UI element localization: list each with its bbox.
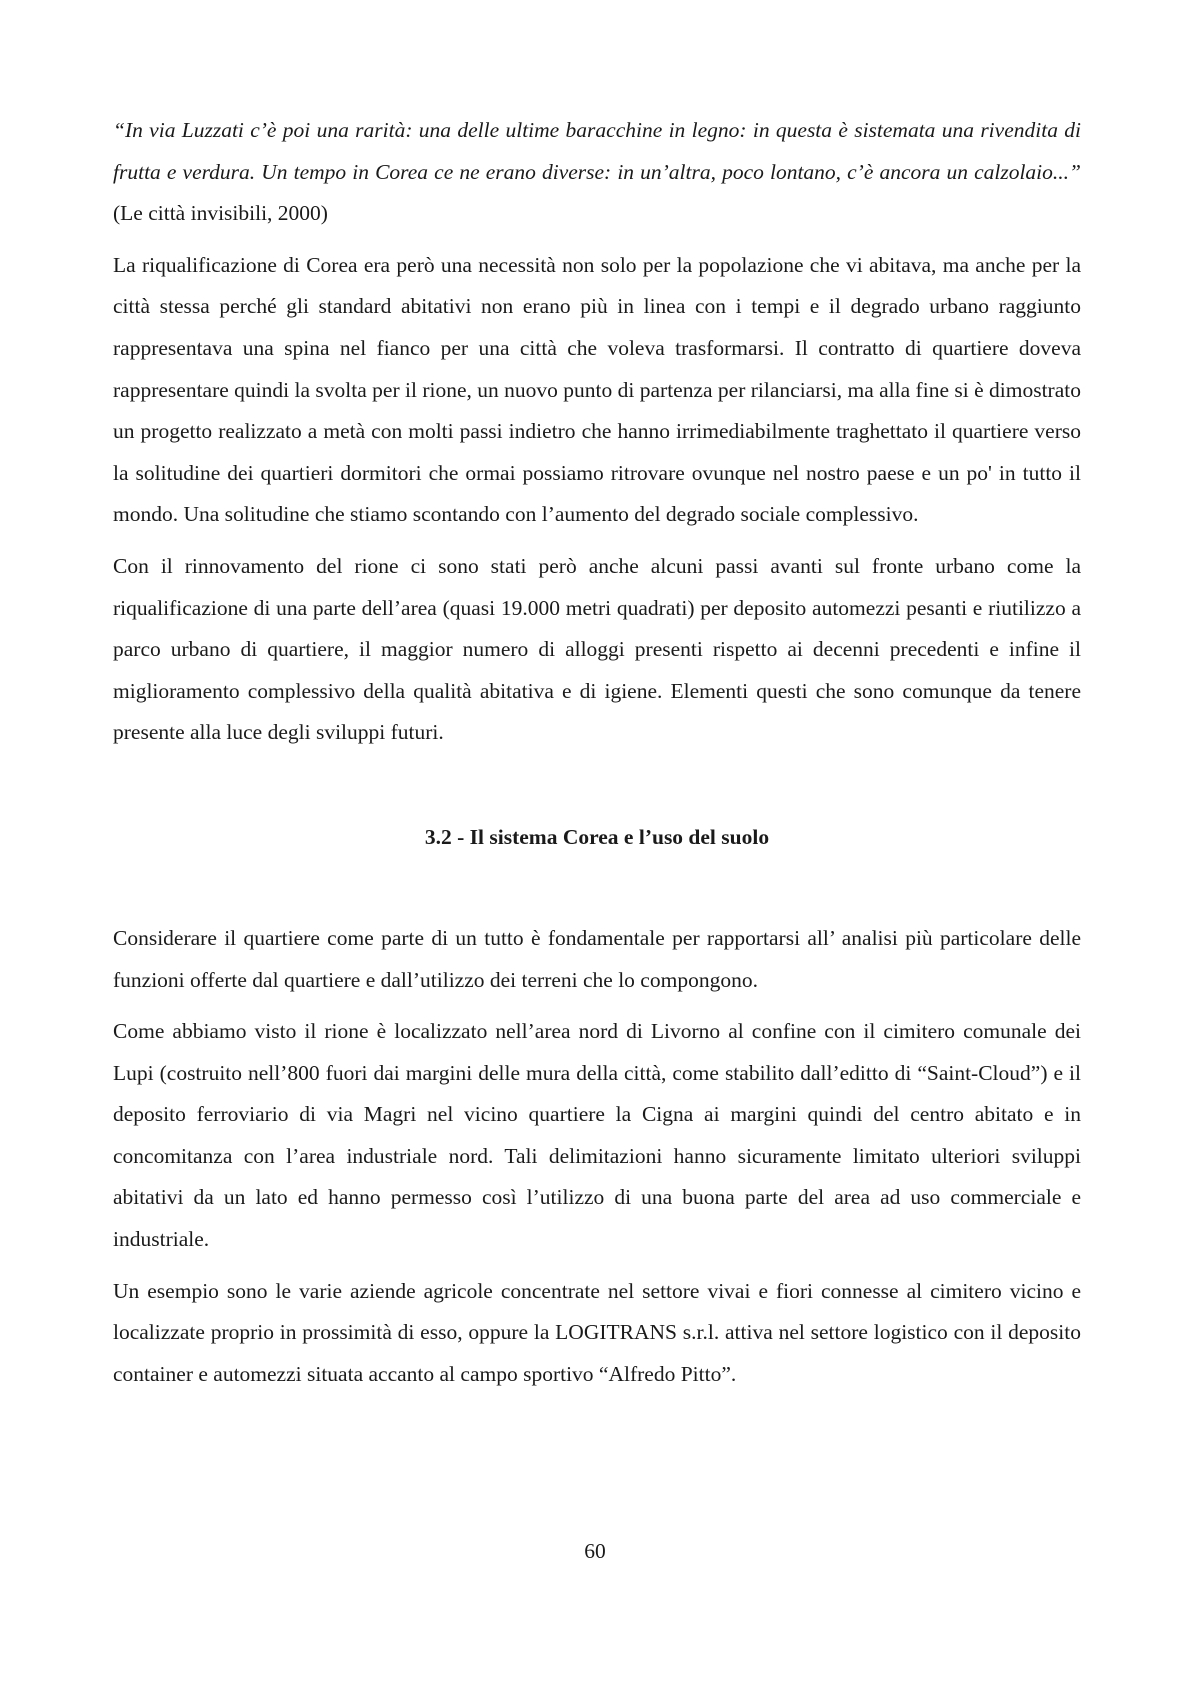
body-paragraph: Un esempio sono le varie aziende agricole concentrate nel settore vivai e fiori connesse al cimitero vicino e localizzate proprio in prossimità di esso, oppure la LOGITRANS s.r.l. attiva nel settore logistico con il deposito container e automezzi situata accanto al campo sportivo “Alfredo Pitto”. bbox=[113, 1278, 1081, 1386]
quote-citation: (Le città invisibili, 2000) bbox=[113, 201, 328, 226]
body-paragraph: Come abbiamo visto il rione è localizzato nell’area nord di Livorno al confine con il cimitero comunale dei Lupi (costruito nell’800 fuori dai margini delle mura della città, come stabilito dall’editto di “Saint-Cloud”) e il deposito ferroviario di via Magri nel vicino quartiere la Cigna ai margini quindi del centro abitato e in concomitanza con l’area industriale nord. Tali delimitazioni hanno sicuramente limitato ulteriori sviluppi abitativi da un lato ed hanno permesso così l’utilizzo di una buona parte del area ad uso commerciale e industriale. bbox=[113, 1019, 1081, 1252]
body-paragraph: Con il rinnovamento del rione ci sono stati però anche alcuni passi avanti sul fronte urbano come la riqualificazione di una parte dell’area (quasi 19.000 metri quadrati) per deposito automezzi pesanti e riutilizzo a parco urbano di quartiere, il maggior numero di alloggi presenti rispetto ai decenni precedenti e infine il miglioramento complessivo della qualità abitativa e di igiene. Elementi questi che sono comunque da tenere presente alla luce degli sviluppi futuri. bbox=[113, 553, 1081, 745]
section-heading: 3.2 - Il sistema Corea e l’uso del suolo bbox=[424, 824, 770, 849]
document-page bbox=[113, 110, 1081, 1405]
page-number: 60 bbox=[584, 1539, 606, 1563]
quote-text: “In via Luzzati c’è poi una rarità: una delle ultime baracchine in legno: in questa è sistemata una rivendita di frutta e verdura. Un tempo in Corea ce ne erano diverse: in un’altra, poco lontano, c’è ancora un calzolaio...” bbox=[113, 118, 1081, 184]
body-paragraph: La riqualificazione di Corea era però una necessità non solo per la popolazione che vi abitava, ma anche per la città stessa perché gli standard abitativi non erano più in linea con i tempi e il degrado urbano raggiunto rappresentava una spina nel fianco per una città che voleva trasformarsi. Il contratto di quartiere doveva rappresentare quindi la svolta per il rione, un nuovo punto di partenza per rilanciarsi, ma alla fine si è dimostrato un progetto realizzato a metà con molti passi indietro che hanno irrimediabilmente traghettato il quartiere verso la solitudine dei quartieri dormitori che ormai possiamo ritrovare ovunque nel nostro paese e un po' in tutto il mondo. Una solitudine che stiamo scontando con l’aumento del degrado sociale complessivo. bbox=[113, 252, 1081, 527]
body-paragraph: Considerare il quartiere come parte di un tutto è fondamentale per rapportarsi all’ analisi più particolare delle funzioni offerte dal quartiere e dall’utilizzo dei terreni che lo compongono. bbox=[113, 925, 1081, 992]
quote-paragraph bbox=[113, 110, 1081, 235]
